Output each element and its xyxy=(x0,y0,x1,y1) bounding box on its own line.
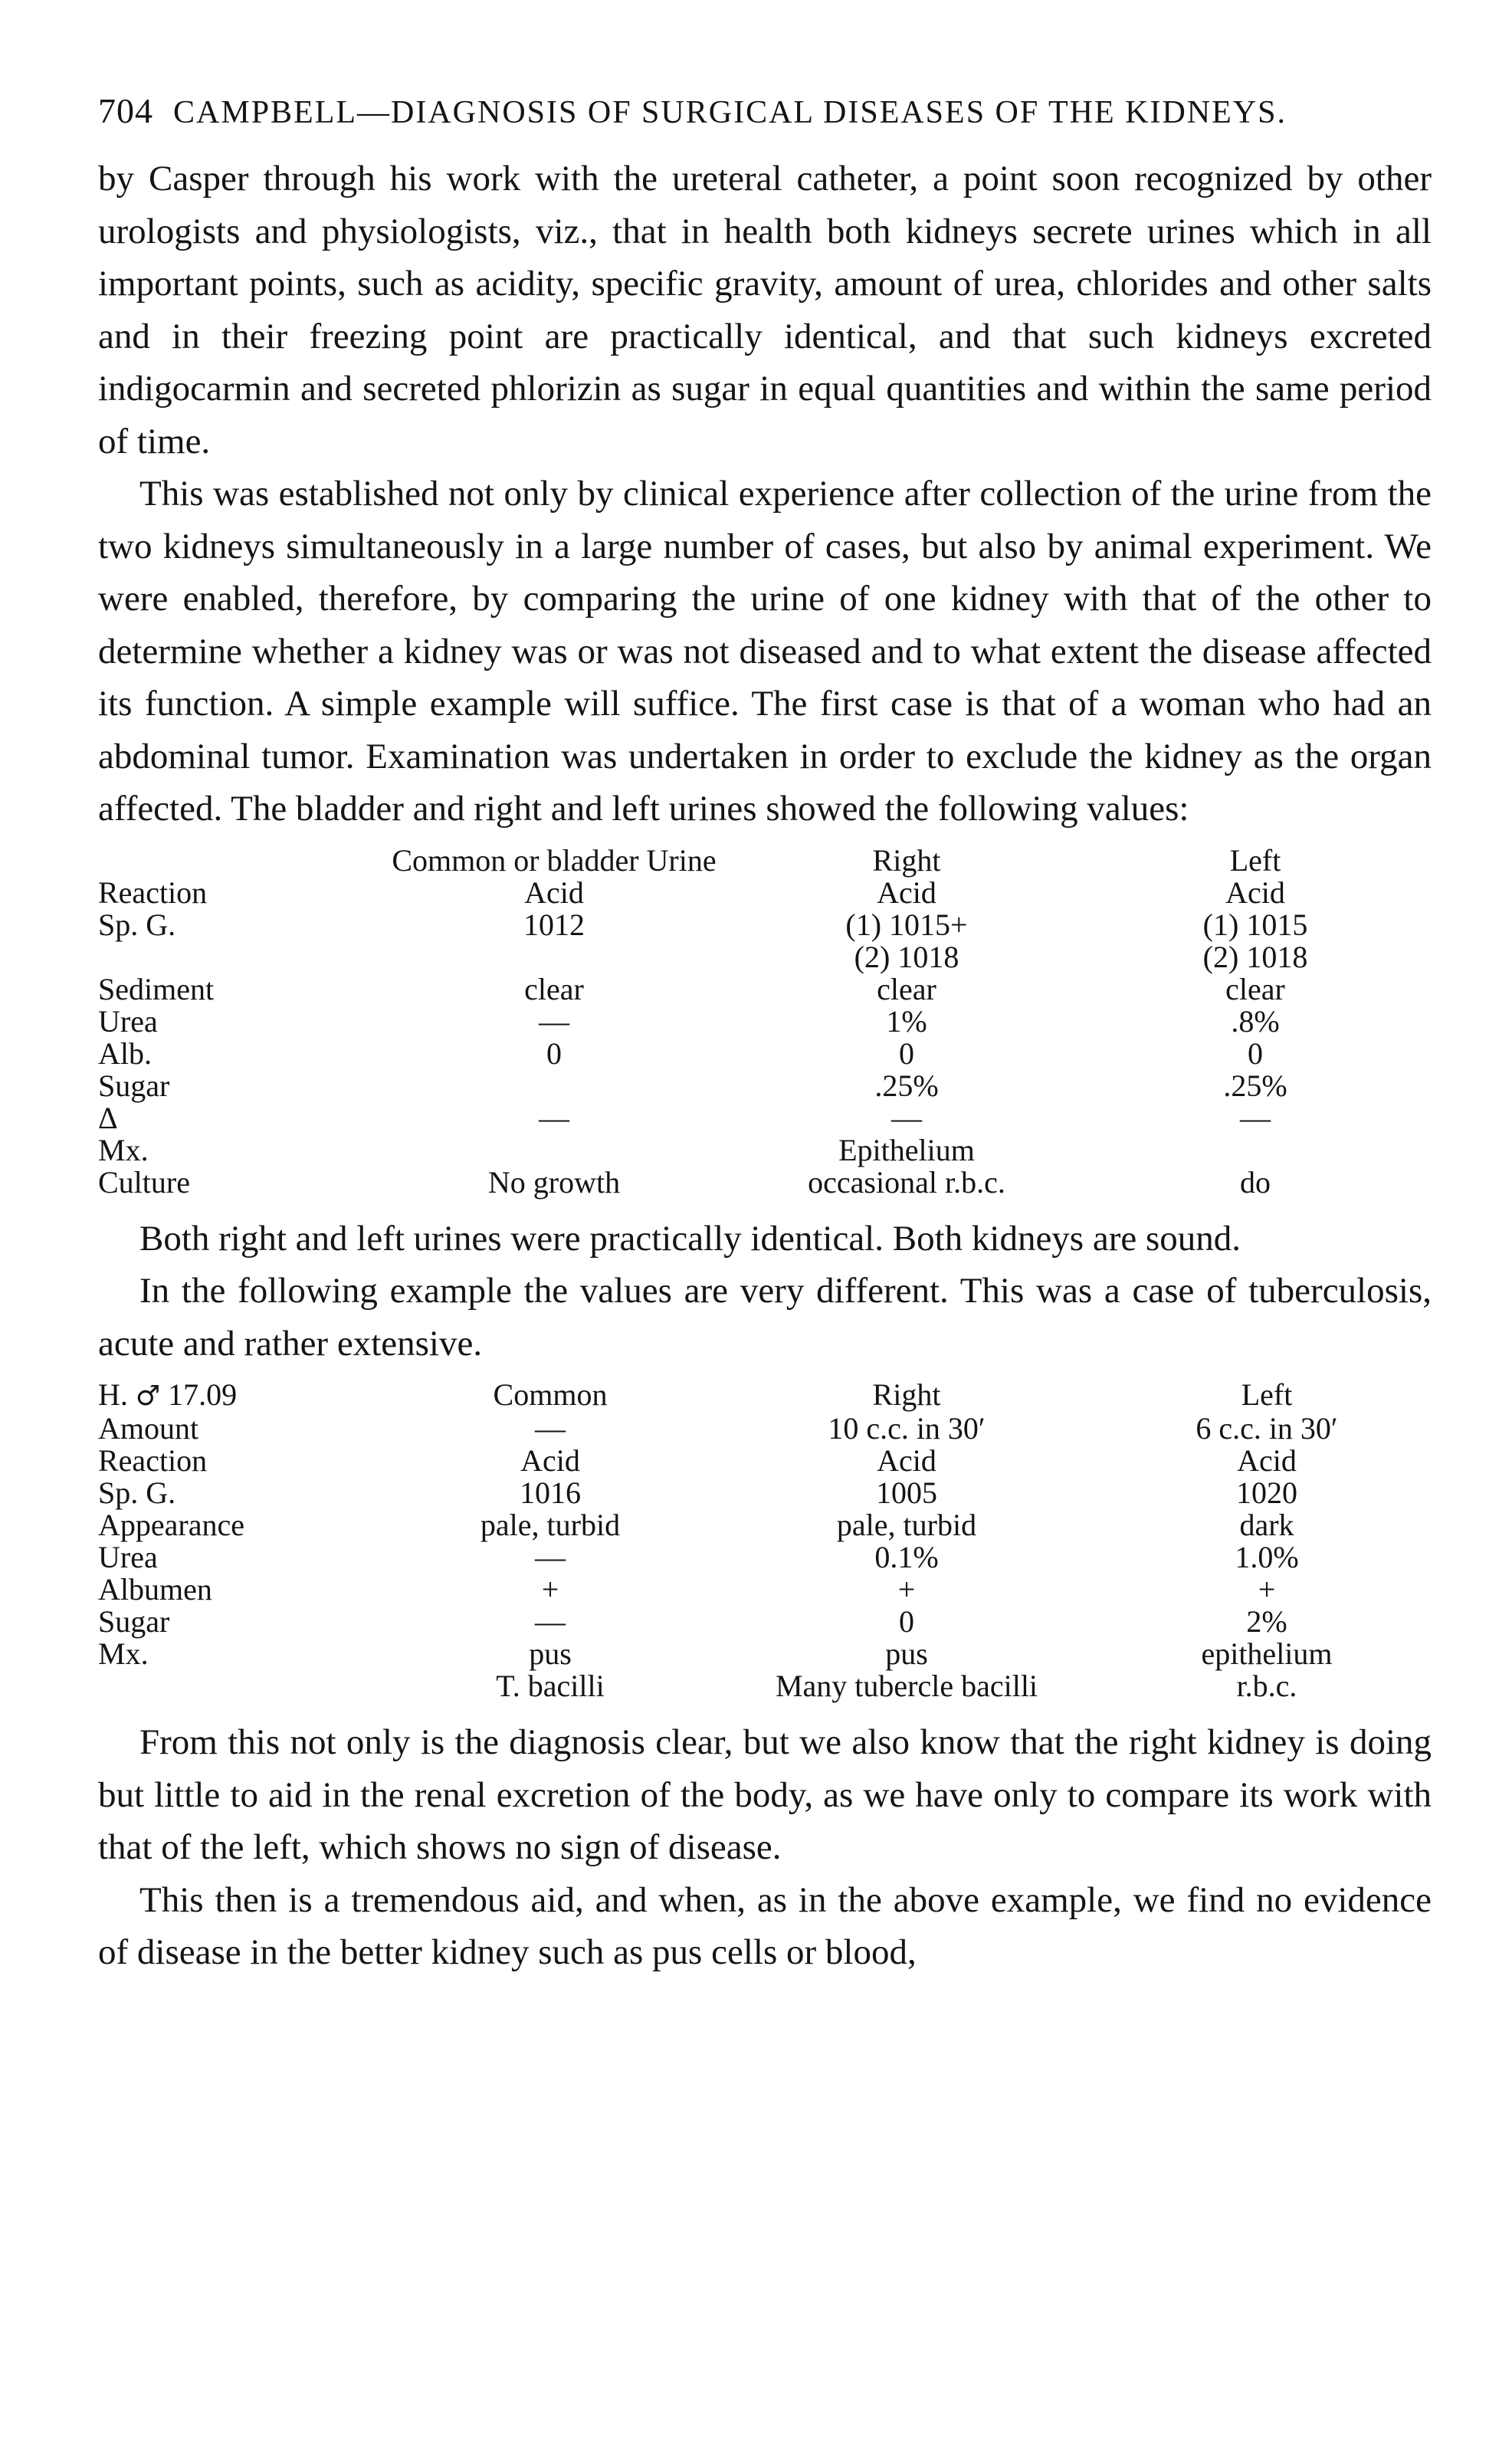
table-row xyxy=(98,941,1432,973)
cell-common xyxy=(374,1070,734,1102)
cell-left: r.b.c. xyxy=(1236,1669,1297,1703)
table2-body xyxy=(98,1413,1432,1702)
cell-right: Epithelium xyxy=(838,1132,975,1167)
cell-common: — xyxy=(539,1003,569,1039)
table-row xyxy=(98,1070,1432,1102)
row-label: Sp. G. xyxy=(98,1475,176,1510)
table-row xyxy=(98,1167,1432,1199)
cell-common: + xyxy=(541,1572,559,1607)
cell-right: pale, turbid xyxy=(836,1508,977,1542)
table-row xyxy=(98,909,1432,941)
urine-values-table-2 xyxy=(98,1379,1432,1702)
cell-right: — xyxy=(891,1100,922,1135)
cell-common: clear xyxy=(524,971,584,1006)
cell-left: 1020 xyxy=(1236,1475,1297,1510)
cell-right: Many tubercle bacilli xyxy=(775,1669,1038,1703)
cell-right: 1005 xyxy=(876,1475,937,1510)
table-row xyxy=(98,973,1432,1006)
table-row xyxy=(98,1006,1432,1038)
table-row xyxy=(98,1541,1432,1574)
table-row xyxy=(98,1134,1432,1167)
row-label: Culture xyxy=(98,1164,190,1200)
cell-right: (2) 1018 xyxy=(854,939,959,974)
cell-common: Acid xyxy=(524,875,584,910)
row-label: Reaction xyxy=(98,1443,208,1478)
cell-common: — xyxy=(535,1604,566,1639)
cell-left: do xyxy=(1240,1164,1271,1200)
cell-left: — xyxy=(1240,1100,1271,1135)
row-label: Sediment xyxy=(98,971,215,1006)
cell-right: 1% xyxy=(886,1003,927,1039)
row-label: Amount xyxy=(98,1411,199,1446)
row-label: Sugar xyxy=(98,1604,170,1639)
row-label: Sp. G. xyxy=(98,907,176,942)
cell-right: 0.1% xyxy=(874,1540,939,1574)
cell-common: 0 xyxy=(546,1036,562,1071)
row-label: Alb. xyxy=(98,1036,152,1071)
cell-common: 1012 xyxy=(523,907,585,942)
cell-right: (1) 1015+ xyxy=(845,907,968,942)
cell-left: Acid xyxy=(1225,875,1285,910)
row-label: Mx. xyxy=(98,1132,149,1167)
cell-common xyxy=(374,1134,734,1167)
row-label: Reaction xyxy=(98,875,208,910)
table2-header-right: Right xyxy=(872,1377,941,1412)
cell-common: — xyxy=(535,1411,566,1446)
table2-header-common: Common xyxy=(493,1377,608,1412)
cell-left: 0 xyxy=(1248,1036,1263,1071)
cell-right: 0 xyxy=(899,1036,914,1071)
row-label xyxy=(98,941,374,973)
table-row xyxy=(98,1445,1432,1477)
cell-left: .8% xyxy=(1231,1003,1280,1039)
row-label: Urea xyxy=(98,1540,158,1574)
cell-right: + xyxy=(897,1572,916,1607)
running-header xyxy=(98,90,1432,131)
table-row xyxy=(98,1670,1432,1702)
cell-common: pus xyxy=(529,1636,572,1671)
paragraph-3: Both right and left urines were practically identical. Both kidneys are sound. xyxy=(139,1218,1241,1259)
male-symbol-icon: ♂ xyxy=(135,1380,161,1412)
cell-left xyxy=(1079,1134,1432,1167)
page-number: 704 xyxy=(98,91,153,130)
table-row xyxy=(98,877,1432,909)
table2-id-number: 17.09 xyxy=(168,1377,238,1412)
paragraph-2: This was established not only by clinical experience after collection of the urine from the two kidneys simultaneously in a large number of cases, but also by animal experiment. We were enabled, therefore, by comparing the urine of one kidney with that of the other to determine whether a kidney was or was not diseased and to what extent the disease affected its function. A simple example will suffice. The first case is that of a woman who had an abdominal tumor. Examination was undertaken in order to exclude the kidney as the organ affected. The bladder and right and left urines showed the following values: xyxy=(98,474,1432,829)
cell-common: No growth xyxy=(487,1164,621,1200)
paragraph-4: In the following example the values are very different. This was a case of tuberculosis, acute and rather extensive. xyxy=(98,1271,1432,1364)
table-row xyxy=(98,1509,1432,1541)
cell-right: Acid xyxy=(877,1443,936,1478)
paragraph-5: From this not only is the diagnosis clear, but we also know that the right kidney is doing but little to aid in the renal excretion of the body, as we have only to compare its work with that of the left, which shows no sign of disease. xyxy=(98,1722,1432,1867)
table-row xyxy=(98,1413,1432,1445)
cell-common: T. bacilli xyxy=(496,1669,605,1703)
cell-left: clear xyxy=(1225,971,1285,1006)
cell-right: clear xyxy=(877,971,936,1006)
row-label xyxy=(98,1670,389,1702)
table1-header-row xyxy=(98,845,1432,877)
row-label: Albumen xyxy=(98,1572,212,1607)
cell-left: Acid xyxy=(1237,1443,1297,1478)
cell-common: pale, turbid xyxy=(480,1508,621,1542)
cell-left: 1.0% xyxy=(1235,1540,1299,1574)
table1-body xyxy=(98,877,1432,1199)
cell-common: — xyxy=(539,1100,569,1135)
cell-right: pus xyxy=(885,1636,928,1671)
cell-right: Acid xyxy=(877,875,936,910)
table-row xyxy=(98,1574,1432,1606)
table-row xyxy=(98,1638,1432,1670)
cell-left: 6 c.c. in 30′ xyxy=(1195,1411,1338,1446)
cell-right: 10 c.c. in 30′ xyxy=(828,1411,986,1446)
cell-right: .25% xyxy=(874,1068,939,1103)
cell-left: + xyxy=(1258,1572,1276,1607)
cell-common xyxy=(374,941,734,973)
table-row xyxy=(98,1038,1432,1070)
table2-case-id xyxy=(98,1379,389,1413)
cell-common: Acid xyxy=(520,1443,580,1478)
cell-left: (2) 1018 xyxy=(1202,939,1308,974)
cell-left: 2% xyxy=(1246,1604,1287,1639)
table1-header-blank xyxy=(98,845,374,877)
table-row xyxy=(98,1477,1432,1509)
table-row xyxy=(98,1102,1432,1134)
cell-right: occasional r.b.c. xyxy=(808,1164,1005,1200)
row-label: Appearance xyxy=(98,1508,244,1542)
urine-values-table-1 xyxy=(98,842,1432,1200)
cell-common: 1016 xyxy=(520,1475,581,1510)
table1-header-left: Left xyxy=(1229,842,1281,878)
row-label: Sugar xyxy=(98,1068,170,1103)
cell-left: epithelium xyxy=(1201,1636,1333,1671)
row-label: Urea xyxy=(98,1003,158,1039)
page xyxy=(98,90,1432,1979)
cell-common: — xyxy=(535,1540,566,1574)
paragraph-1: by Casper through his work with the ureteral catheter, a point soon recognized by other urologists and physiologists, viz., that in health both kidneys secrete urines which in all important points, such as acidity, specific gravity, amount of urea, chlorides and other salts and in their freezing point are practically identical, and that such kidneys excreted indigocarmin and secreted phlorizin as sugar in equal quantities and within the same period of time. xyxy=(98,159,1432,461)
table2-header-left: Left xyxy=(1241,1377,1293,1412)
cell-left: dark xyxy=(1239,1508,1294,1542)
table1-header-right: Right xyxy=(872,842,941,878)
header-title: CAMPBELL—DIAGNOSIS OF SURGICAL DISEASES OF THE KIDNEYS. xyxy=(173,95,1287,130)
table1-header-common: Common or bladder Urine xyxy=(392,842,717,878)
table2-id-prefix: H. xyxy=(98,1377,128,1412)
table-row xyxy=(98,1606,1432,1638)
cell-left: .25% xyxy=(1223,1068,1287,1103)
cell-left: (1) 1015 xyxy=(1202,907,1308,942)
cell-right: 0 xyxy=(899,1604,914,1639)
row-label: Mx. xyxy=(98,1636,149,1671)
paragraph-6: This then is a tremendous aid, and when, as in the above example, we find no evidence of disease in the better kidney such as pus cells or blood, xyxy=(98,1879,1432,1972)
row-label: Δ xyxy=(98,1100,118,1135)
table2-header-row xyxy=(98,1379,1432,1413)
